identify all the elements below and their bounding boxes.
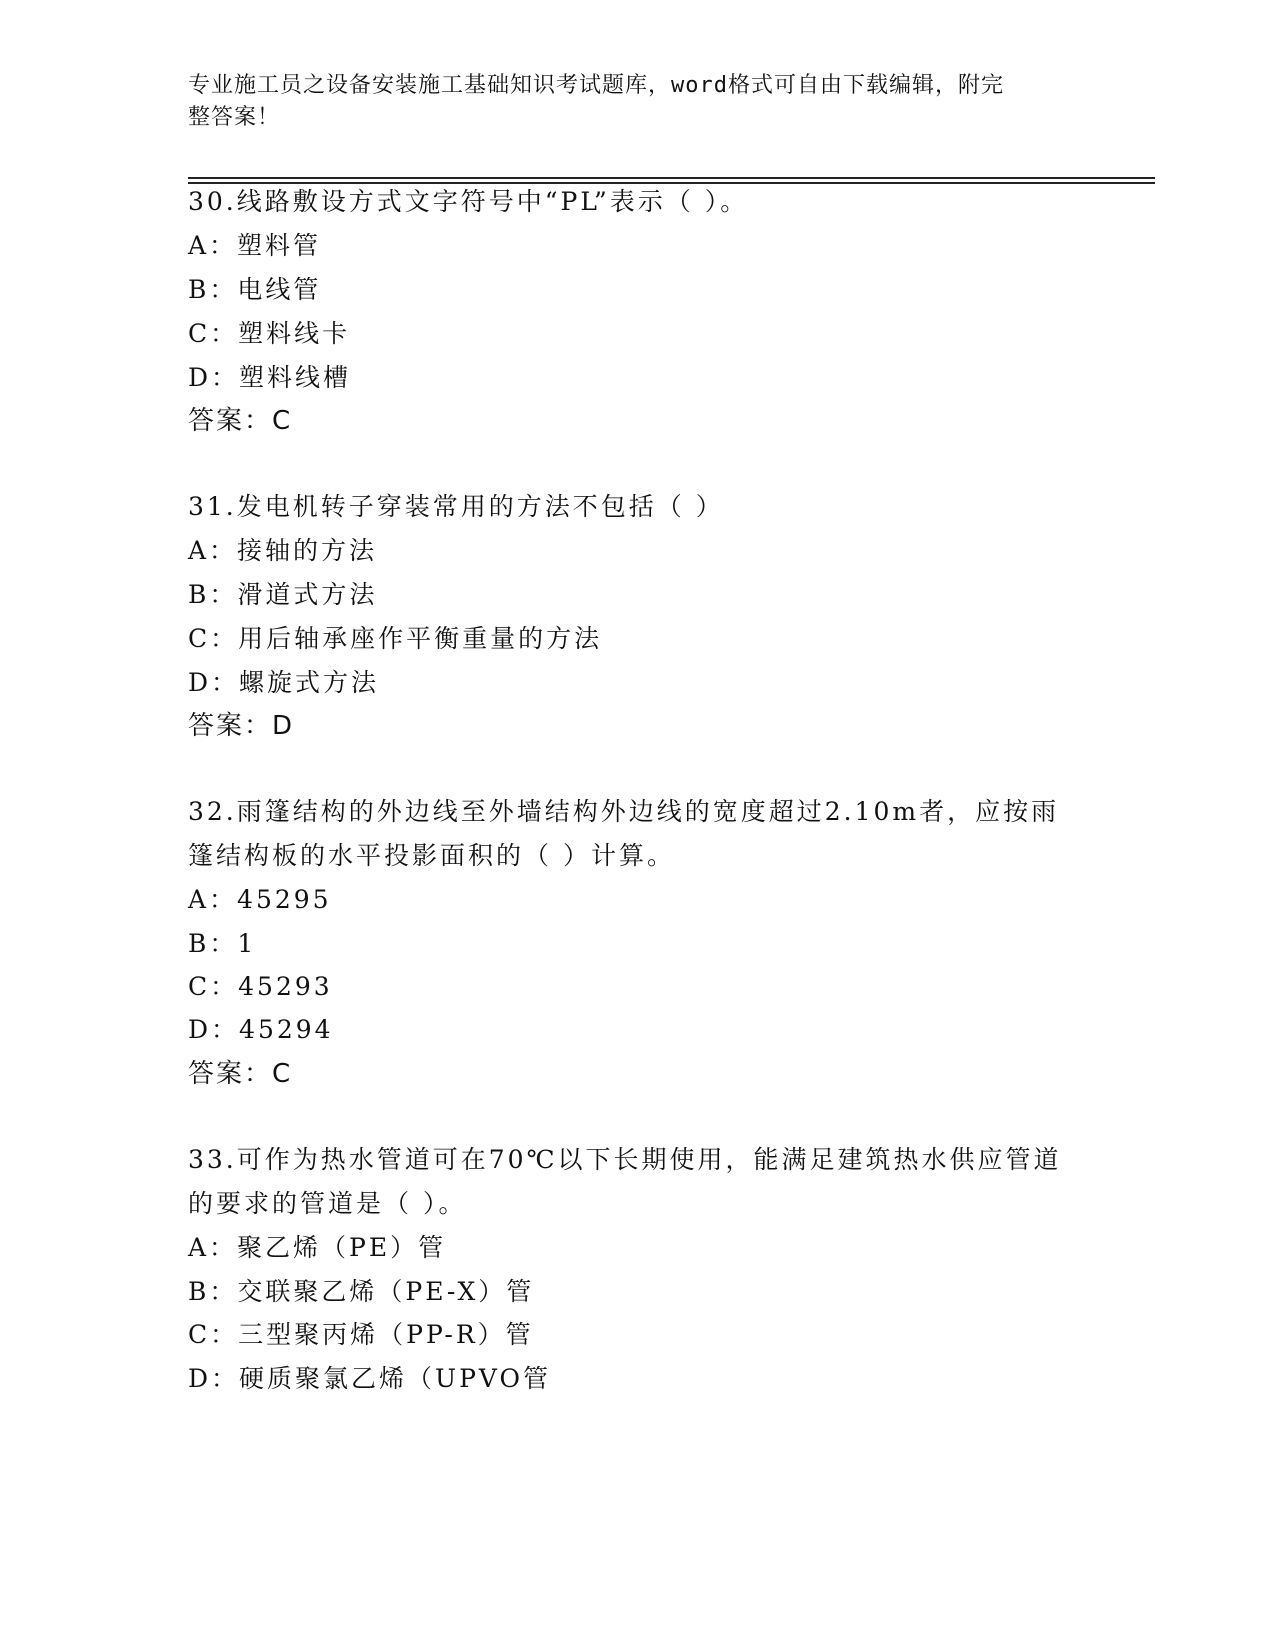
option-b: B：滑道式方法 [188, 580, 378, 609]
option-b: B：1 [188, 929, 257, 958]
document-header [188, 70, 1088, 134]
answer: 答案：D [188, 711, 295, 741]
option-d: D：硬质聚氯乙烯（UPVO管 [188, 1364, 552, 1393]
question-stem: 31.发电机转子穿装常用的方法不包括（ ） [188, 492, 724, 521]
header-divider-top [188, 177, 1155, 179]
option-a: A：聚乙烯（PE）管 [188, 1233, 447, 1262]
header-divider-bottom [188, 182, 1155, 184]
option-c: C：用后轴承座作平衡重量的方法 [188, 624, 603, 653]
option-d: D：螺旋式方法 [188, 668, 380, 697]
answer: 答案：C [188, 406, 293, 436]
option-d: D：塑料线槽 [188, 363, 352, 392]
question-stem-line-1: 32.雨篷结构的外边线至外墙结构外边线的宽度超过2.10m者，应按雨 [188, 797, 1060, 826]
option-c: C：三型聚丙烯（PP-R）管 [188, 1320, 534, 1349]
option-d: D：45294 [188, 1015, 334, 1044]
question-stem-line-2: 的要求的管道是（ ）。 [188, 1189, 467, 1218]
option-b: B：交联聚乙烯（PE-X）管 [188, 1277, 535, 1306]
option-a: A：接轴的方法 [188, 536, 378, 565]
header-line-1: 专业施工员之设备安装施工基础知识考试题库，word格式可自由下载编辑，附完 [188, 73, 1004, 98]
answer: 答案：C [188, 1059, 293, 1089]
question-stem-line-1: 33.可作为热水管道可在70℃以下长期使用，能满足建筑热水供应管道 [188, 1145, 1062, 1174]
option-a: A：45295 [188, 885, 332, 914]
option-a: A：塑料管 [188, 231, 322, 260]
option-c: C：45293 [188, 972, 333, 1001]
option-c: C：塑料线卡 [188, 319, 351, 348]
option-b: B：电线管 [188, 275, 322, 304]
question-stem-line-2: 篷结构板的水平投影面积的（ ）计算。 [188, 841, 675, 870]
question-stem: 30.线路敷设方式文字符号中“PL”表示（ ）。 [188, 187, 749, 216]
header-line-2: 整答案！ [188, 105, 281, 130]
